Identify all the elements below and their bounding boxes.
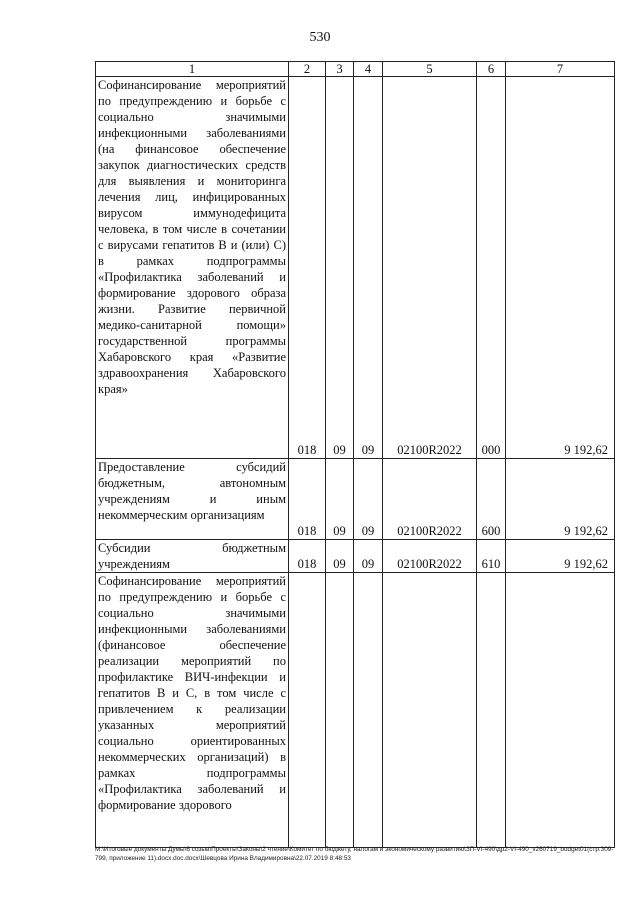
row-description: Предоставление субсидий бюджетным, автономным учреждениям и иным некоммерческим организациям [96,459,289,540]
expense-type-code: 610 [477,540,506,573]
amount-value: 9 192,62 [506,459,615,540]
table-row [96,459,615,540]
section-code: 09 [326,459,354,540]
ministry-code: 018 [289,459,326,540]
amount-value: 9 192,62 [506,77,615,459]
document-path-footer: M:\Итоговые документы Думы\6 созыв\Проекты\Законы\2 чтение\Комитет по бюджету, налогам и экономическому развитию\ЗП-VI-490\др2-VI-490_v260719_budget01(стр.309-799, приложение 11).docx.doc.docx\Шевцова Ирина Владимировна\22.07.2019 8:48:53 [95,846,614,862]
table-row [96,540,615,573]
column-header: 4 [354,62,383,77]
column-header: 3 [326,62,354,77]
subsection-code: 09 [354,459,383,540]
table-row [96,77,615,459]
budget-table [95,61,615,848]
ministry-code: 018 [289,77,326,459]
amount-value [506,573,615,848]
row-description: Субсидии бюджетным учреждениям [96,540,289,573]
amount-value: 9 192,62 [506,540,615,573]
subsection-code: 09 [354,77,383,459]
ministry-code [289,573,326,848]
subsection-code [354,573,383,848]
table-header-row [96,62,615,77]
row-description: Софинансирование мероприятий по предупреждению и борьбе с социально значимыми инфекционными заболеваниями (на финансовое обеспечение закупок диагностических средств для выявления и мониторинга лечения лиц, инфицированных вирусом иммунодефицита человека, в том числе в сочетании с вирусами гепатитов В и (или) С) в рамках подпрограммы «Профилактика заболеваний и формирование здорового образа жизни. Развитие первичной медико-санитарной помощи» государственной программы Хабаровского края «Развитие здравоохранения Хабаровского края» [96,77,289,459]
subsection-code: 09 [354,540,383,573]
target-article-code: 02100R2022 [383,77,477,459]
page-number: 530 [309,30,331,45]
column-header: 1 [96,62,289,77]
section-code [326,573,354,848]
expense-type-code: 000 [477,77,506,459]
table-row [96,573,615,848]
column-header: 2 [289,62,326,77]
column-header: 6 [477,62,506,77]
column-header: 5 [383,62,477,77]
section-code: 09 [326,540,354,573]
row-description: Софинансирование мероприятий по предупреждению и борьбе с социально значимыми инфекционными заболеваниями (финансовое обеспечение реализации мероприятий по профилактике ВИЧ-инфекции и гепатитов В и С, в том числе с привлечением к реализации указанных мероприятий социально ориентированных некоммерческих организаций) в рамках подпрограммы «Профилактика заболеваний и формирование здорового [96,573,289,848]
target-article-code [383,573,477,848]
column-header: 7 [506,62,615,77]
expense-type-code: 600 [477,459,506,540]
target-article-code: 02100R2022 [383,459,477,540]
expense-type-code [477,573,506,848]
target-article-code: 02100R2022 [383,540,477,573]
ministry-code: 018 [289,540,326,573]
section-code: 09 [326,77,354,459]
